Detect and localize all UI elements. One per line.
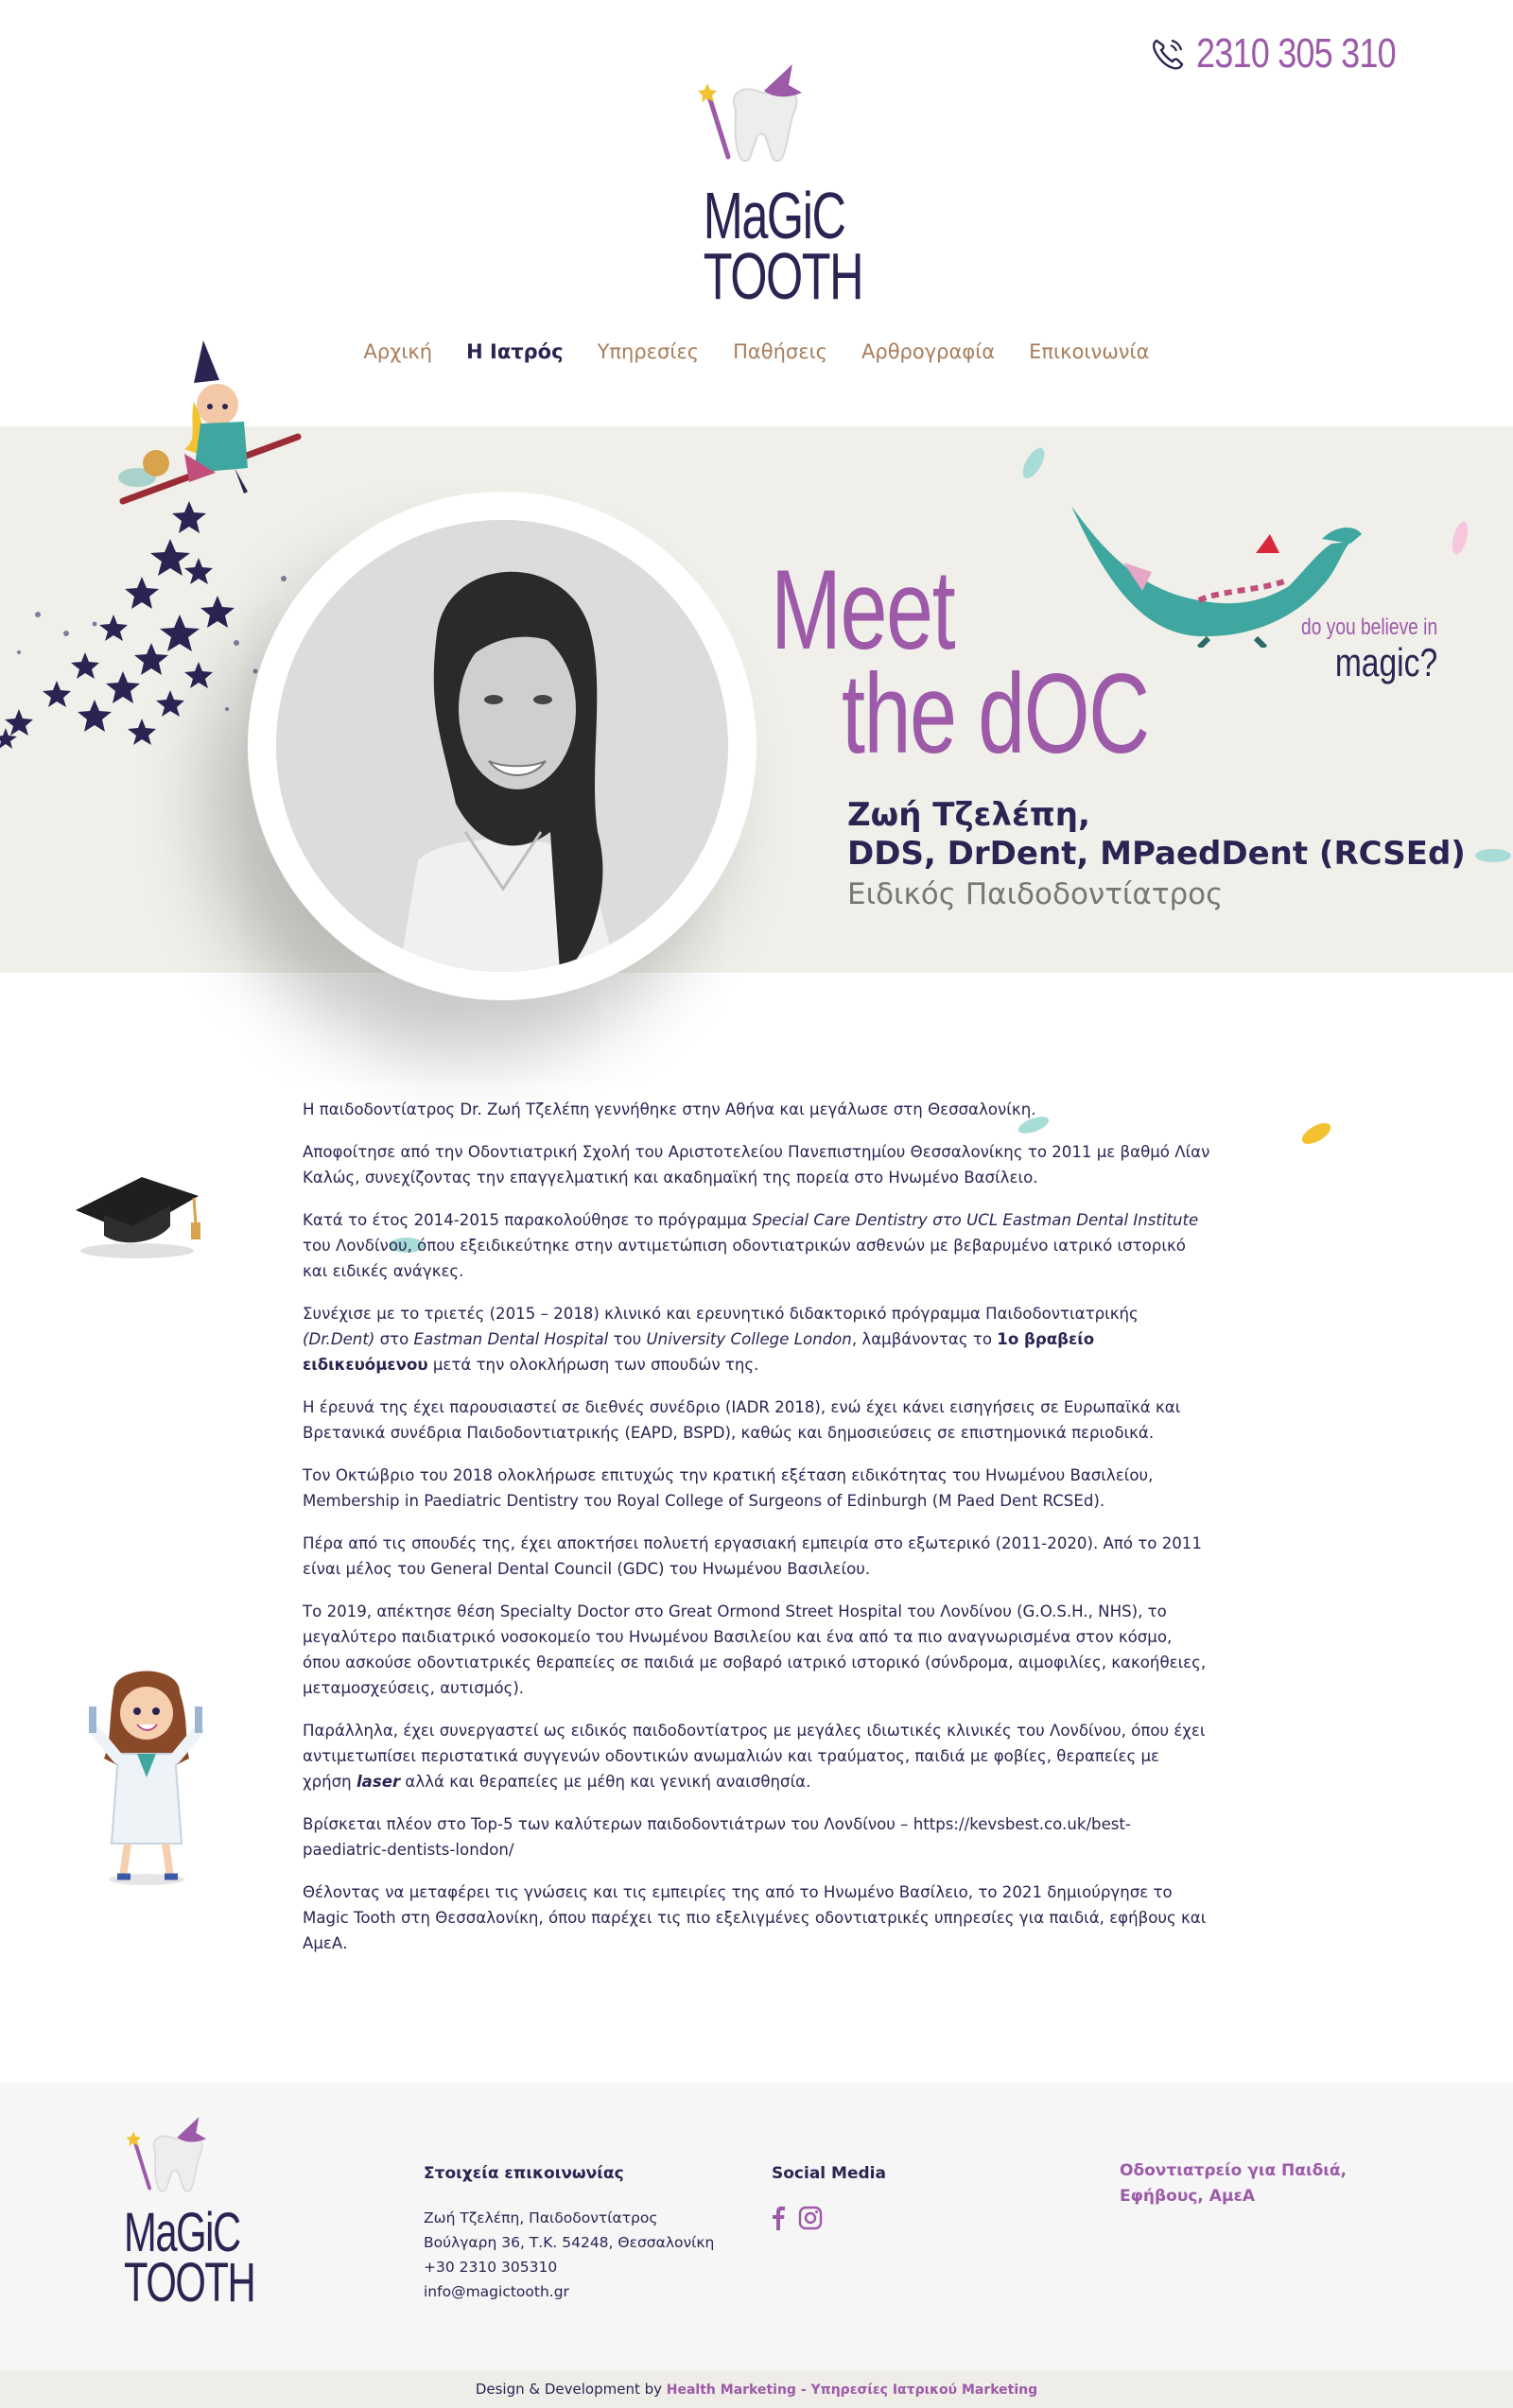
bio-text: του Λονδίνου, όπου εξειδικεύτηκε στην αντιμετώπιση οδοντιατρικών ασθενών με βεβαρυμένο ιατρικό ιστορικό και ειδικές ανάγκες. <box>303 1237 1186 1280</box>
bio-emphasis: (Dr.Dent) <box>303 1330 375 1348</box>
doctor-credentials: DDS, DrDent, MPaedDent (RCSEd) <box>847 835 1466 874</box>
kevsbest-link[interactable]: https://kevsbest.co.uk/best-paediatric-dentists-london/ <box>303 1815 1131 1859</box>
magic-tagline-big: magic? <box>1334 640 1437 684</box>
bio-text: μετά την ολοκλήρωση των σπουδών της. <box>427 1356 759 1374</box>
nav-item-contact[interactable]: Επικοινωνία <box>1029 340 1150 363</box>
bio-paragraph: Θέλοντας να μεταφέρει τις γνώσεις και τις εμπειρίες της από το Ηνωμένο Βασίλειο, το 2021 δημιούργησε το Magic Tooth στη Θεσσαλονίκη, όπου παρέχει τις πιο εξελιγμένες οδοντιατρικές υπηρεσίες για παιδιά, εφήβους και ΑμεΑ. <box>303 1883 1207 1952</box>
credit-link[interactable]: Health Marketing - Υπηρεσίες Ιατρικού Marketing <box>666 2382 1038 2398</box>
phone-number-text[interactable]: 2310 305 310 <box>1195 30 1396 77</box>
bio-emphasis: Eastman Dental Hospital <box>413 1330 609 1348</box>
doctor-portrait-frame <box>248 492 756 1000</box>
bio-paragraph: Το 2019, απέκτησε θέση Specialty Doctor στο Great Ormond Street Hospital του Λονδίνου (G.O.S.H., NHS), το μεγαλύτερο παιδιατρικό νοσοκομείο του Ηνωμένου Βασιλείου και ένα από τα πιο αναγνωρισμένα στον κόσμο, όπου ασκούσε οδοντιατρικές θεραπείες σε παιδιά με σοβαρό ιατρικό ιστορικό (σύνδρομα, αιμοφιλίες, κακοήθειες, μεταμοσχεύσεις, αυτισμός). <box>303 1602 1207 1697</box>
site-footer <box>0 2083 1513 2370</box>
footer-contact-address: Βούλγαρη 36, Τ.Κ. 54248, Θεσσαλονίκη <box>424 2234 715 2251</box>
instagram-icon[interactable] <box>798 2206 823 2230</box>
phone-icon <box>1149 35 1187 73</box>
footer-social-title: Social Media <box>772 2164 886 2183</box>
footer-contact <box>424 2164 714 2304</box>
bio-strong: laser <box>356 1773 401 1791</box>
tooth-wizard-icon <box>690 57 832 180</box>
phone-number[interactable] <box>1149 30 1439 78</box>
bio-text: του <box>608 1330 647 1348</box>
nav-item-conditions[interactable]: Παθήσεις <box>733 340 828 363</box>
bio-paragraph: Η έρευνά της έχει παρουσιαστεί σε διεθνές συνέδριο (IADR 2018), ενώ έχει κάνει εισηγήσεις σε Ευρωπαϊκά και Βρετανικά συνέδρια Παιδοδοντιατρικής (EAPD, BSPD), καθώς και δημοσιεύσεις σε επιστημονικά περιοδικά. <box>303 1398 1181 1442</box>
bio-text: Παράλληλα, έχει συνεργαστεί ως ειδικός παιδοδοντίατρος με μεγάλες ιδιωτικές κλινικές του Λονδίνου, όπου έχει αντιμετωπίσει περιστατικά συγγενών οδοντικών ανωμαλιών και τραύματος, παιδιά με φοβίες, θεραπείες με χρήση <box>303 1722 1206 1791</box>
bio-paragraph: Πέρα από τις σπουδές της, έχει αποκτήσει πολυετή εργασιακή εμπειρία στο εξωτερικό (2011-2020). Από το 2011 είναι μέλος του General Dental Council (GDC) του Ηνωμένου Βασιλείου. <box>303 1534 1202 1578</box>
facebook-icon[interactable] <box>772 2206 785 2230</box>
leaf-decoration <box>1019 444 1048 482</box>
footer-tagline: Οδοντιατρείο για Παιδιά, Εφήβους, ΑμεΑ <box>1120 2161 1348 2206</box>
bio-text: αλλά και θεραπείες με μέθη και γενική αναισθησία. <box>400 1773 811 1791</box>
dentist-girl-illustration <box>76 1664 217 1891</box>
bio-paragraph: Η παιδοδοντίατρος Dr. Ζωή Τζελέπη γεννήθηκε στην Αθήνα και μεγάλωσε στη Θεσσαλονίκη. <box>303 1100 1036 1118</box>
footer-logo[interactable] <box>118 2111 255 2319</box>
bio-paragraph: Τον Οκτώβριο του 2018 ολοκλήρωσε επιτυχώς την κρατική εξέταση ειδικότητας του Ηνωμένου Βασιλείου, Membership in Paediatric Dentistry του Royal College of Surgeons of Edinburgh (M Paed Dent RCSEd). <box>303 1466 1154 1510</box>
bio-paragraph <box>303 1718 1210 1794</box>
nav-item-doctor[interactable]: Η Ιατρός <box>466 340 564 363</box>
magic-tagline <box>1267 616 1437 683</box>
bio-text: στο <box>374 1330 414 1348</box>
nav-item-home[interactable]: Αρχική <box>363 340 433 363</box>
logo-tooth-text: TOOTH <box>703 239 863 314</box>
footer-social <box>772 2164 886 2230</box>
footer-logo-magic-text: MaGiC <box>124 2202 240 2263</box>
doctor-name <box>847 796 1466 875</box>
bio-emphasis: Special Care Dentistry στο UCL Eastman Dental Institute <box>752 1211 1199 1229</box>
credit-prefix: Design & Development by <box>475 2381 667 2398</box>
footer-contact-email[interactable]: info@magictooth.gr <box>424 2283 569 2300</box>
bio-paragraph <box>303 1301 1210 1377</box>
doctor-portrait-photo <box>276 520 728 972</box>
nav-item-articles[interactable]: Αρθρογραφία <box>861 340 996 363</box>
footer-logo-tooth-text: TOOTH <box>124 2252 255 2314</box>
leaf-decoration <box>1449 518 1471 558</box>
graduation-cap-illustration <box>71 1158 213 1262</box>
bio-text: , λαμβάνοντας το <box>851 1330 998 1348</box>
doctor-specialty: Ειδικός Παιδοδοντίατρος <box>847 877 1224 911</box>
bio-text: Κατά το έτος 2014-2015 παρακολούθησε το πρόγραμμα <box>303 1211 753 1229</box>
site-logo[interactable] <box>690 57 863 314</box>
bio-paragraph <box>303 1811 1210 1862</box>
doctor-name-line1: Ζωή Τζελέπη, <box>847 796 1090 834</box>
doctor-bio <box>303 1097 1210 1973</box>
hero-heading-meet: Meet <box>771 546 955 673</box>
nav-item-services[interactable]: Υπηρεσίες <box>597 340 700 363</box>
footer-contact-phone[interactable]: +30 2310 305310 <box>424 2259 558 2276</box>
bio-paragraph: Αποφοίτησε από την Οδοντιατρική Σχολή του Αριστοτελείου Πανεπιστημίου Θεσσαλονίκης το 2011 με βαθμό Λίαν Καλώς, συνεχίζοντας την επαγγελματική και ακαδημαϊκή της πορεία στο Ηνωμένο Βασίλειο. <box>303 1143 1210 1187</box>
footer-contact-title: Στοιχεία επικοινωνίας <box>424 2164 624 2183</box>
bio-paragraph <box>303 1207 1210 1284</box>
credit-bar <box>0 2370 1513 2408</box>
footer-contact-name: Ζωή Τζελέπη, Παιδοδοντίατρος <box>424 2209 658 2226</box>
bio-emphasis: University College London <box>646 1330 852 1348</box>
magic-tagline-small: do you believe in <box>1300 615 1437 640</box>
leaf-decoration <box>1473 846 1513 865</box>
hero-heading-the-doc: the dOC <box>842 650 1149 777</box>
bio-text: Συνέχισε με το τριετές (2015 – 2018) κλινικό και ερευνητικό διδακτορικό πρόγραμμα Παιδοδοντιατρικής <box>303 1305 1139 1323</box>
tooth-wizard-icon <box>118 2111 232 2206</box>
logo-magic-text: MaGiC <box>703 179 845 252</box>
bio-text: Βρίσκεται πλέον στο Top-5 των καλύτερων παιδοδοντιάτρων του Λονδίνου – <box>303 1815 913 1833</box>
bio-strong: 1ο βραβείο ειδικευόμενου <box>303 1330 1095 1374</box>
leaf-decoration <box>1297 1117 1335 1150</box>
